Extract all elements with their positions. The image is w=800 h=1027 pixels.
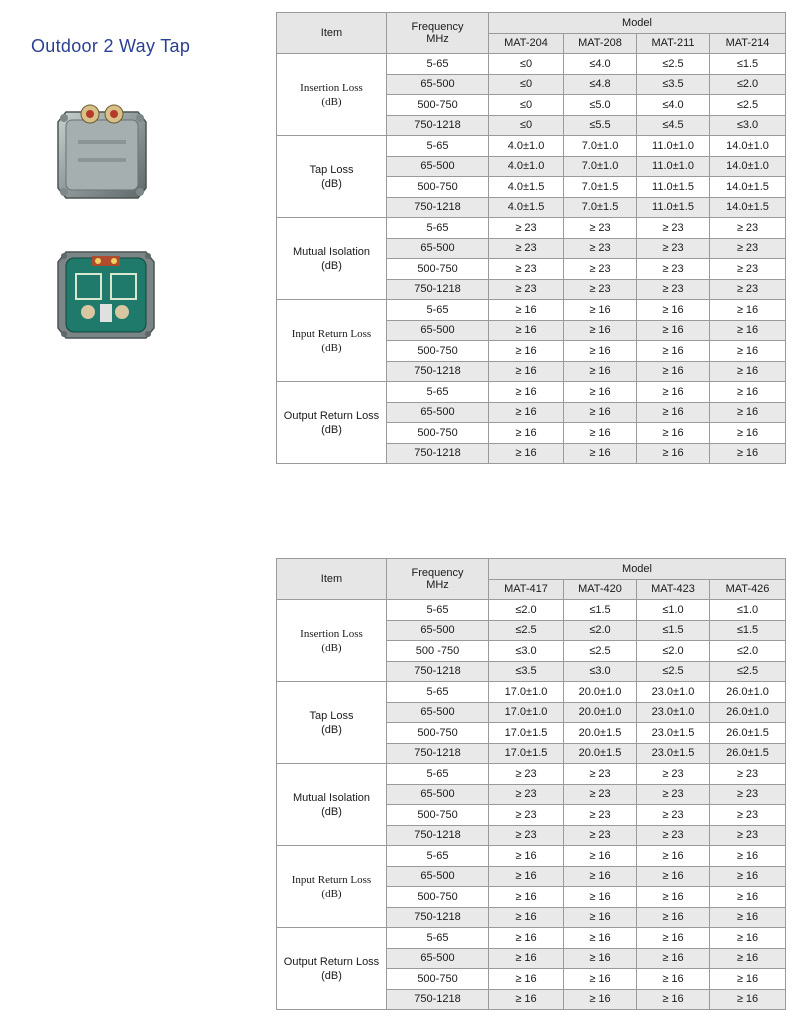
value-cell: ≥ 16 — [489, 300, 564, 321]
value-cell: ≥ 23 — [710, 825, 786, 846]
value-cell: ≤5.0 — [564, 95, 637, 116]
value-cell: 26.0±1.0 — [710, 702, 786, 723]
value-cell: ≤2.5 — [637, 661, 710, 682]
value-cell: ≥ 16 — [489, 341, 564, 362]
value-cell: ≤4.5 — [637, 115, 710, 136]
value-cell: ≥ 16 — [564, 846, 637, 867]
value-cell: ≥ 16 — [710, 443, 786, 464]
value-cell: 4.0±1.0 — [489, 156, 564, 177]
value-cell: 23.0±1.0 — [637, 702, 710, 723]
value-cell: 14.0±1.0 — [710, 156, 786, 177]
value-cell: ≥ 16 — [564, 402, 637, 423]
value-cell: ≥ 16 — [489, 907, 564, 928]
frequency-cell: 65-500 — [387, 402, 489, 423]
value-cell: ≥ 23 — [637, 279, 710, 300]
frequency-cell: 5-65 — [387, 382, 489, 403]
value-cell: ≥ 23 — [489, 279, 564, 300]
value-cell: ≥ 23 — [710, 764, 786, 785]
value-cell: ≥ 16 — [710, 989, 786, 1010]
header-model-name: MAT-214 — [710, 33, 786, 54]
value-cell: ≥ 16 — [710, 402, 786, 423]
value-cell: ≥ 23 — [637, 259, 710, 280]
header-model-name: MAT-211 — [637, 33, 710, 54]
value-cell: 17.0±1.5 — [489, 723, 564, 744]
value-cell: ≤2.5 — [564, 641, 637, 662]
value-cell: ≤3.5 — [637, 74, 710, 95]
value-cell: ≤4.8 — [564, 74, 637, 95]
frequency-cell: 65-500 — [387, 866, 489, 887]
value-cell: ≥ 16 — [710, 382, 786, 403]
value-cell: ≥ 16 — [489, 989, 564, 1010]
value-cell: ≥ 23 — [564, 259, 637, 280]
header-model: Model — [489, 13, 786, 34]
table-row — [277, 600, 786, 621]
value-cell: ≥ 16 — [710, 361, 786, 382]
value-cell: 26.0±1.0 — [710, 682, 786, 703]
value-cell: ≥ 23 — [637, 825, 710, 846]
value-cell: ≥ 23 — [637, 238, 710, 259]
value-cell: ≤2.0 — [489, 600, 564, 621]
frequency-cell: 5-65 — [387, 764, 489, 785]
value-cell: ≤5.5 — [564, 115, 637, 136]
table-row — [277, 136, 786, 157]
value-cell: ≤2.0 — [710, 74, 786, 95]
value-cell: 17.0±1.5 — [489, 743, 564, 764]
value-cell: ≥ 23 — [489, 764, 564, 785]
value-cell: ≥ 16 — [564, 382, 637, 403]
frequency-cell: 750-1218 — [387, 743, 489, 764]
value-cell: ≥ 16 — [637, 361, 710, 382]
value-cell: 14.0±1.0 — [710, 136, 786, 157]
value-cell: 7.0±1.5 — [564, 197, 637, 218]
value-cell: ≥ 23 — [637, 218, 710, 239]
value-cell: ≥ 16 — [489, 423, 564, 444]
header-model-name: MAT-208 — [564, 33, 637, 54]
value-cell: ≥ 16 — [637, 341, 710, 362]
value-cell: ≥ 16 — [564, 443, 637, 464]
value-cell: ≥ 23 — [564, 238, 637, 259]
parameter-name: Input Return Loss (dB) — [277, 846, 387, 928]
value-cell: ≥ 23 — [710, 279, 786, 300]
value-cell: ≤2.5 — [637, 54, 710, 75]
value-cell: 4.0±1.5 — [489, 197, 564, 218]
frequency-cell: 5-65 — [387, 136, 489, 157]
value-cell: ≥ 16 — [710, 969, 786, 990]
value-cell: ≥ 16 — [489, 846, 564, 867]
frequency-cell: 500-750 — [387, 341, 489, 362]
value-cell: ≤2.0 — [564, 620, 637, 641]
frequency-cell: 500-750 — [387, 887, 489, 908]
value-cell: ≥ 16 — [637, 300, 710, 321]
frequency-cell: 500-750 — [387, 423, 489, 444]
frequency-cell: 65-500 — [387, 620, 489, 641]
frequency-cell: 750-1218 — [387, 825, 489, 846]
parameter-name: Insertion Loss (dB) — [277, 600, 387, 682]
value-cell: ≥ 16 — [637, 402, 710, 423]
value-cell: ≥ 16 — [564, 969, 637, 990]
value-cell: ≤1.5 — [637, 620, 710, 641]
value-cell: ≤4.0 — [564, 54, 637, 75]
value-cell: ≤1.5 — [710, 620, 786, 641]
table-row — [277, 682, 786, 703]
value-cell: ≥ 16 — [489, 402, 564, 423]
value-cell: ≥ 16 — [710, 320, 786, 341]
value-cell: 7.0±1.5 — [564, 177, 637, 198]
value-cell: ≥ 16 — [710, 928, 786, 949]
value-cell: ≤2.0 — [710, 641, 786, 662]
value-cell: ≥ 16 — [564, 887, 637, 908]
value-cell: ≥ 16 — [489, 866, 564, 887]
value-cell: ≥ 16 — [637, 320, 710, 341]
value-cell: ≥ 16 — [564, 948, 637, 969]
value-cell: ≥ 23 — [564, 825, 637, 846]
value-cell: ≥ 23 — [489, 218, 564, 239]
value-cell: ≤1.5 — [564, 600, 637, 621]
value-cell: ≥ 16 — [637, 969, 710, 990]
value-cell: ≥ 23 — [489, 805, 564, 826]
frequency-cell: 65-500 — [387, 238, 489, 259]
parameter-name: Input Return Loss (dB) — [277, 300, 387, 382]
value-cell: ≥ 16 — [637, 423, 710, 444]
value-cell: ≤0 — [489, 95, 564, 116]
value-cell: ≤1.0 — [710, 600, 786, 621]
value-cell: ≥ 16 — [489, 969, 564, 990]
value-cell: ≥ 16 — [564, 300, 637, 321]
header-item: Item — [277, 559, 387, 600]
header-model-name: MAT-417 — [489, 579, 564, 600]
frequency-cell: 750-1218 — [387, 443, 489, 464]
spec-table-1 — [276, 12, 786, 464]
frequency-cell: 5-65 — [387, 846, 489, 867]
parameter-name: Mutual Isolation (dB) — [277, 764, 387, 846]
value-cell: 11.0±1.0 — [637, 136, 710, 157]
value-cell: ≥ 23 — [489, 259, 564, 280]
value-cell: ≥ 16 — [637, 907, 710, 928]
value-cell: ≥ 23 — [564, 279, 637, 300]
frequency-cell: 5-65 — [387, 682, 489, 703]
value-cell: ≤0 — [489, 74, 564, 95]
value-cell: 26.0±1.5 — [710, 723, 786, 744]
frequency-cell: 65-500 — [387, 948, 489, 969]
value-cell: ≥ 16 — [564, 423, 637, 444]
header-frequency: Frequency MHz — [387, 13, 489, 54]
value-cell: ≥ 16 — [564, 341, 637, 362]
value-cell: ≤2.0 — [637, 641, 710, 662]
value-cell: 11.0±1.0 — [637, 156, 710, 177]
value-cell: ≥ 23 — [637, 805, 710, 826]
value-cell: ≥ 23 — [637, 784, 710, 805]
frequency-cell: 500-750 — [387, 177, 489, 198]
frequency-cell: 500-750 — [387, 95, 489, 116]
value-cell: 11.0±1.5 — [637, 197, 710, 218]
value-cell: ≥ 23 — [637, 764, 710, 785]
header-model-name: MAT-204 — [489, 33, 564, 54]
header-model-name: MAT-423 — [637, 579, 710, 600]
value-cell: ≥ 16 — [637, 382, 710, 403]
frequency-cell: 65-500 — [387, 320, 489, 341]
frequency-cell: 750-1218 — [387, 661, 489, 682]
value-cell: 20.0±1.0 — [564, 702, 637, 723]
frequency-cell: 500-750 — [387, 969, 489, 990]
parameter-name: Mutual Isolation (dB) — [277, 218, 387, 300]
value-cell: ≥ 23 — [710, 805, 786, 826]
parameter-name: Insertion Loss (dB) — [277, 54, 387, 136]
value-cell: ≤1.0 — [637, 600, 710, 621]
value-cell: ≥ 16 — [489, 320, 564, 341]
frequency-cell: 750-1218 — [387, 989, 489, 1010]
value-cell: ≥ 16 — [710, 341, 786, 362]
frequency-cell: 750-1218 — [387, 907, 489, 928]
frequency-cell: 65-500 — [387, 156, 489, 177]
value-cell: 20.0±1.5 — [564, 723, 637, 744]
value-cell: ≥ 16 — [489, 928, 564, 949]
value-cell: ≥ 16 — [489, 443, 564, 464]
tap-housing-open-pcb-image — [56, 244, 156, 344]
value-cell: 7.0±1.0 — [564, 136, 637, 157]
header-model: Model — [489, 559, 786, 580]
value-cell: ≥ 23 — [564, 218, 637, 239]
value-cell: ≤3.5 — [489, 661, 564, 682]
value-cell: ≥ 16 — [489, 887, 564, 908]
frequency-cell: 500 -750 — [387, 641, 489, 662]
value-cell: ≥ 23 — [710, 238, 786, 259]
value-cell: ≥ 16 — [564, 361, 637, 382]
value-cell: ≥ 23 — [489, 784, 564, 805]
value-cell: ≥ 16 — [637, 989, 710, 1010]
value-cell: 11.0±1.5 — [637, 177, 710, 198]
parameter-name: Output Return Loss (dB) — [277, 928, 387, 1010]
value-cell: ≤3.0 — [710, 115, 786, 136]
value-cell: ≥ 16 — [564, 320, 637, 341]
value-cell: ≥ 16 — [564, 866, 637, 887]
frequency-cell: 5-65 — [387, 218, 489, 239]
frequency-cell: 750-1218 — [387, 115, 489, 136]
value-cell: ≤0 — [489, 115, 564, 136]
tap-housing-exterior-image — [52, 96, 152, 204]
value-cell: 20.0±1.0 — [564, 682, 637, 703]
value-cell: ≥ 16 — [637, 887, 710, 908]
value-cell: ≥ 16 — [564, 928, 637, 949]
value-cell: 14.0±1.5 — [710, 197, 786, 218]
header-model-name: MAT-420 — [564, 579, 637, 600]
value-cell: 23.0±1.5 — [637, 743, 710, 764]
header-item: Item — [277, 13, 387, 54]
table-row — [277, 300, 786, 321]
header-frequency: Frequency MHz — [387, 559, 489, 600]
parameter-name: Tap Loss (dB) — [277, 682, 387, 764]
value-cell: ≥ 16 — [710, 423, 786, 444]
table-row — [277, 218, 786, 239]
value-cell: ≥ 16 — [710, 300, 786, 321]
value-cell: ≤2.5 — [710, 95, 786, 116]
value-cell: ≥ 16 — [489, 948, 564, 969]
value-cell: ≥ 16 — [637, 846, 710, 867]
frequency-cell: 65-500 — [387, 784, 489, 805]
value-cell: ≤3.0 — [489, 641, 564, 662]
value-cell: ≥ 16 — [710, 948, 786, 969]
table-row — [277, 764, 786, 785]
value-cell: ≥ 16 — [710, 866, 786, 887]
value-cell: ≥ 23 — [710, 218, 786, 239]
frequency-cell: 500-750 — [387, 259, 489, 280]
value-cell: ≥ 16 — [710, 846, 786, 867]
value-cell: 26.0±1.5 — [710, 743, 786, 764]
value-cell: ≥ 16 — [637, 443, 710, 464]
value-cell: ≥ 16 — [489, 361, 564, 382]
header-model-name: MAT-426 — [710, 579, 786, 600]
value-cell: ≥ 23 — [710, 259, 786, 280]
frequency-cell: 5-65 — [387, 300, 489, 321]
value-cell: ≥ 23 — [489, 238, 564, 259]
frequency-cell: 65-500 — [387, 74, 489, 95]
value-cell: ≤1.5 — [710, 54, 786, 75]
value-cell: ≥ 16 — [710, 907, 786, 928]
table-row — [277, 928, 786, 949]
value-cell: ≥ 16 — [564, 907, 637, 928]
table-row — [277, 54, 786, 75]
frequency-cell: 750-1218 — [387, 361, 489, 382]
value-cell: 7.0±1.0 — [564, 156, 637, 177]
frequency-cell: 500-750 — [387, 723, 489, 744]
table-row — [277, 382, 786, 403]
value-cell: ≤2.5 — [710, 661, 786, 682]
frequency-cell: 750-1218 — [387, 279, 489, 300]
frequency-cell: 5-65 — [387, 600, 489, 621]
value-cell: 23.0±1.5 — [637, 723, 710, 744]
value-cell: 4.0±1.5 — [489, 177, 564, 198]
page-title: Outdoor 2 Way Tap — [31, 36, 191, 56]
value-cell: ≥ 16 — [710, 887, 786, 908]
value-cell: ≥ 23 — [564, 805, 637, 826]
table-row — [277, 846, 786, 867]
value-cell: ≥ 23 — [564, 764, 637, 785]
value-cell: 14.0±1.5 — [710, 177, 786, 198]
value-cell: ≥ 16 — [564, 989, 637, 1010]
value-cell: 17.0±1.0 — [489, 702, 564, 723]
value-cell: ≤0 — [489, 54, 564, 75]
value-cell: ≤4.0 — [637, 95, 710, 116]
value-cell: ≥ 23 — [564, 784, 637, 805]
frequency-cell: 65-500 — [387, 702, 489, 723]
value-cell: ≥ 23 — [489, 825, 564, 846]
frequency-cell: 5-65 — [387, 54, 489, 75]
parameter-name: Tap Loss (dB) — [277, 136, 387, 218]
value-cell: 17.0±1.0 — [489, 682, 564, 703]
value-cell: ≥ 23 — [710, 784, 786, 805]
value-cell: ≥ 16 — [637, 928, 710, 949]
value-cell: ≥ 16 — [637, 948, 710, 969]
value-cell: ≤2.5 — [489, 620, 564, 641]
value-cell: 23.0±1.0 — [637, 682, 710, 703]
frequency-cell: 5-65 — [387, 928, 489, 949]
value-cell: 4.0±1.0 — [489, 136, 564, 157]
value-cell: ≥ 16 — [489, 382, 564, 403]
value-cell: 20.0±1.5 — [564, 743, 637, 764]
frequency-cell: 500-750 — [387, 805, 489, 826]
value-cell: ≥ 16 — [637, 866, 710, 887]
frequency-cell: 750-1218 — [387, 197, 489, 218]
value-cell: ≤3.0 — [564, 661, 637, 682]
parameter-name: Output Return Loss (dB) — [277, 382, 387, 464]
spec-table-2 — [276, 558, 786, 1010]
